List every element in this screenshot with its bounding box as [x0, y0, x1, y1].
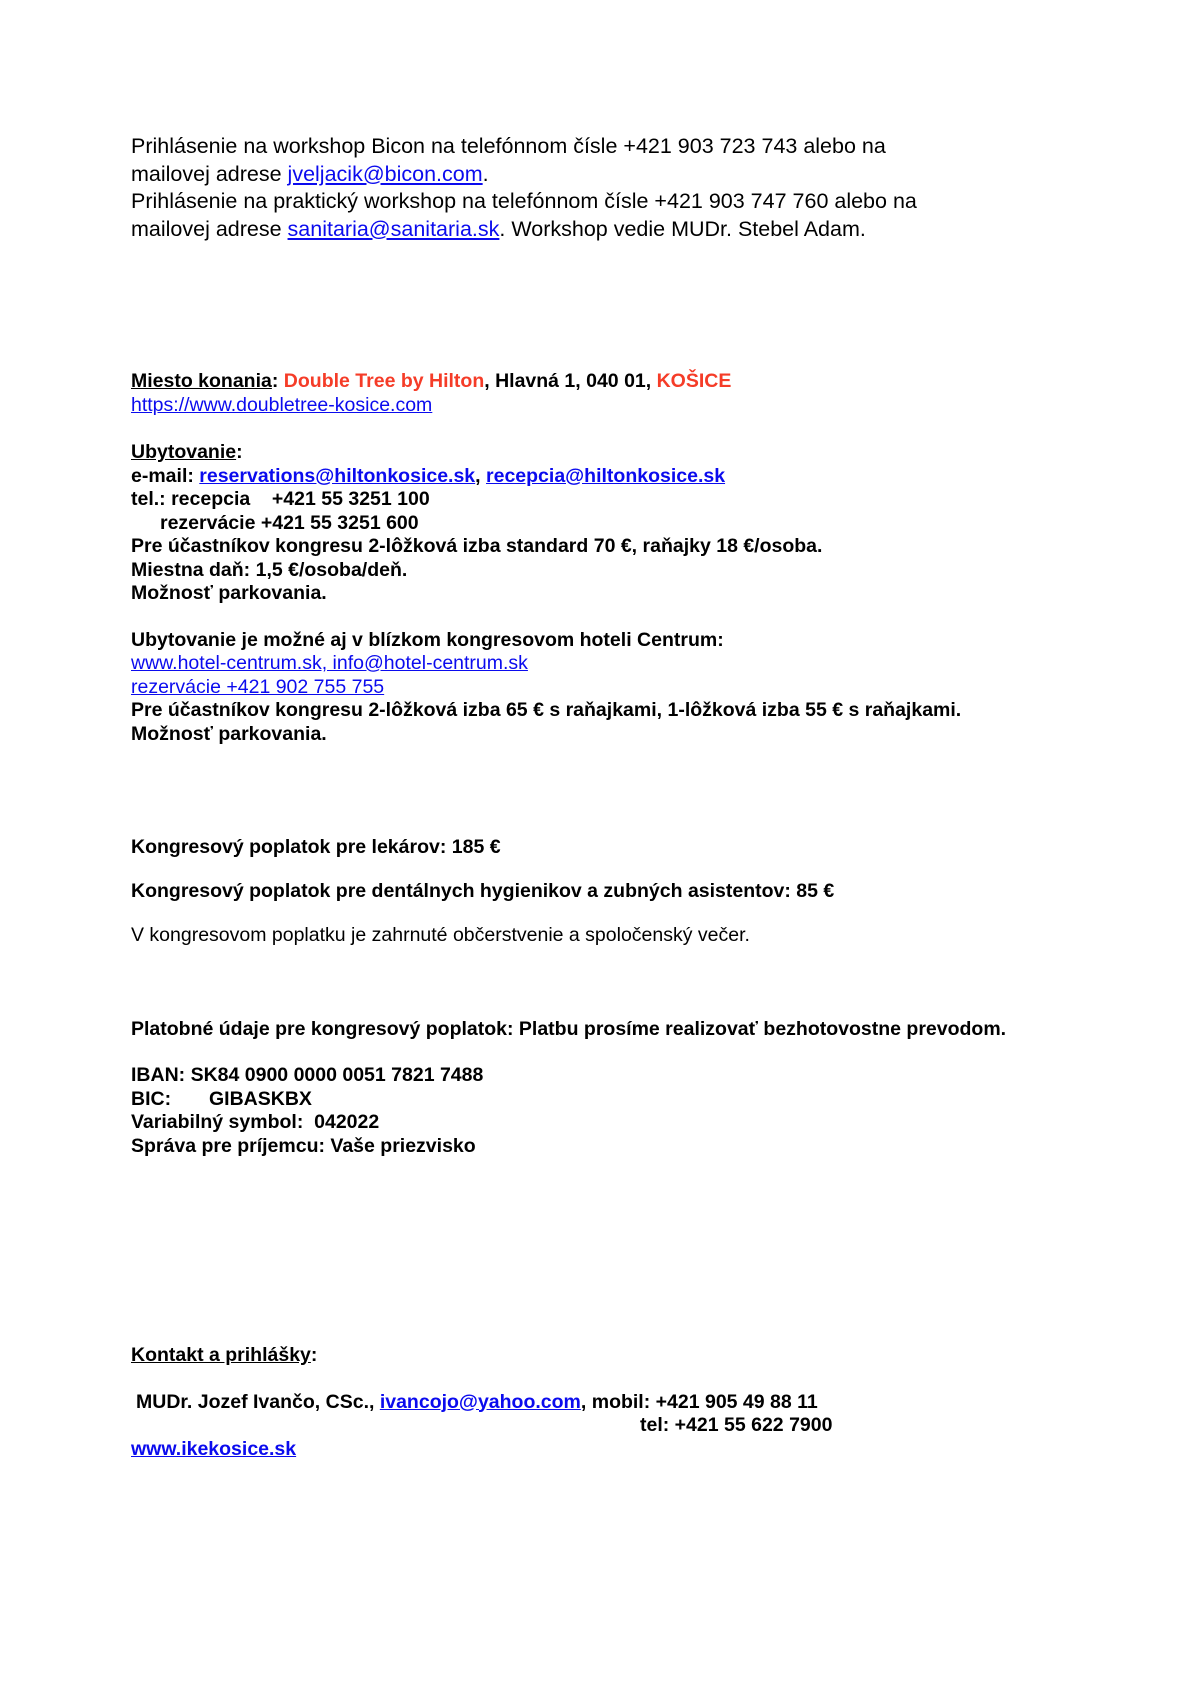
intro-paragraph [131, 133, 1111, 243]
venue-address: , Hlavná 1, 040 01, [484, 370, 657, 392]
hilton-reservations-email-link[interactable]: reservations@hiltonkosice.sk [199, 464, 476, 487]
email-label: e-mail: [131, 464, 200, 487]
sanitaria-email-link[interactable]: sanitaria@sanitaria.sk [287, 216, 500, 241]
intro-line-2 [131, 161, 1111, 189]
hilton-reception-email-link[interactable]: recepcia@hiltonkosice.sk [486, 464, 726, 487]
intro-text-1: Prihlásenie na workshop Bicon na telefónnom čísle +421 903 723 743 alebo na [131, 134, 886, 158]
venue-label: Miesto konania [131, 370, 272, 392]
accommodation-tax-line: Miestna daň: 1,5 €/osoba/deň. [131, 558, 408, 581]
centrum-parking-line: Možnosť parkovania. [131, 722, 327, 745]
fee-hygienists-line: Kongresový poplatok pre dentálnych hygienikov a zubných asistentov: 85 € [131, 879, 835, 902]
accommodation-parking-line: Možnosť parkovania. [131, 582, 327, 604]
centrum-heading-line: Ubytovanie je možné aj v blízkom kongresovom hoteli Centrum: [131, 628, 724, 651]
intro-text-2: mailovej adrese [131, 161, 288, 186]
contact-person-name: MUDr. Jozef Ivančo, CSc., [136, 1390, 380, 1413]
intro-line-4 [131, 216, 1111, 244]
email-separator: , [475, 464, 487, 487]
accommodation-tel-line: tel.: recepcia +421 55 3251 100 [131, 488, 430, 510]
accommodation-heading: Ubytovanie [131, 441, 237, 463]
payment-variable-symbol-line: Variabilný symbol: 042022 [131, 1111, 380, 1133]
accommodation-reservations-line: rezervácie +421 55 3251 600 [160, 511, 419, 534]
payment-iban-line: IBAN: SK84 0900 0000 0051 7821 7488 [131, 1064, 484, 1086]
accommodation-heading-line [131, 441, 1111, 465]
contact-person-line [131, 1391, 1111, 1415]
document-content [131, 133, 1111, 1461]
contact-heading: Kontakt a prihlášky [131, 1344, 311, 1366]
fee-doctors-line: Kongresový poplatok pre lekárov: 185 € [131, 836, 501, 858]
contact-tel-line: tel: +421 55 622 7900 [640, 1414, 833, 1436]
venue-website-link[interactable]: https://www.doubletree-kosice.com [131, 393, 433, 416]
payment-heading-line: Platobné údaje pre kongresový poplatok: Platbu prosíme realizovať bezhotovostne prevodom. [131, 1017, 1007, 1040]
contact-heading-colon: : [310, 1344, 318, 1366]
intro-text-4-post: . Workshop vedie MUDr. Stebel Adam. [499, 216, 866, 241]
intro-line-3 [131, 188, 1111, 216]
payment-message-line: Správa pre príjemcu: Vaše priezvisko [131, 1134, 476, 1157]
contact-website-link[interactable]: www.ikekosice.sk [131, 1437, 297, 1460]
contact-person-email-link[interactable]: ivancojo@yahoo.com [379, 1390, 581, 1413]
centrum-reservations-line [131, 676, 1111, 700]
venue-website-line [131, 394, 1111, 418]
centrum-price-line: Pre účastníkov kongresu 2-lôžková izba 65 € s raňajkami, 1-lôžková izba 55 € s raňajkami. [131, 699, 962, 721]
centrum-website-line [131, 652, 1111, 676]
payment-bic-line: BIC: GIBASKBX [131, 1087, 312, 1110]
contact-website-line [131, 1438, 1111, 1462]
contact-heading-line [131, 1344, 1111, 1368]
bicon-email-link[interactable]: jveljacik@bicon.com [287, 161, 483, 186]
contact-person-mobile: , mobil: +421 905 49 88 11 [580, 1390, 818, 1413]
venue-hotel-name: Double Tree by Hilton [283, 370, 485, 392]
fee-includes-line: V kongresovom poplatku je zahrnuté občerstvenie a spoločenský večer. [131, 924, 750, 946]
intro-line-1 [131, 133, 1111, 161]
venue-city: KOŠICE [656, 370, 732, 392]
venue-line [131, 370, 1111, 394]
intro-text-4: mailovej adrese [131, 216, 288, 241]
accommodation-heading-colon: : [236, 441, 243, 463]
accommodation-email-line [131, 465, 1111, 489]
accommodation-price-line: Pre účastníkov kongresu 2-lôžková izba standard 70 €, raňajky 18 €/osoba. [131, 535, 823, 557]
intro-text-3: Prihlásenie na praktický workshop na telefónnom čísle +421 903 747 760 alebo na [131, 189, 917, 213]
centrum-website-link[interactable]: www.hotel-centrum.sk, info@hotel-centrum.sk [131, 652, 528, 674]
centrum-reservations-link[interactable]: rezervácie +421 902 755 755 [131, 675, 385, 698]
intro-text-2-post: . [482, 161, 489, 186]
venue-separator: : [271, 370, 284, 392]
